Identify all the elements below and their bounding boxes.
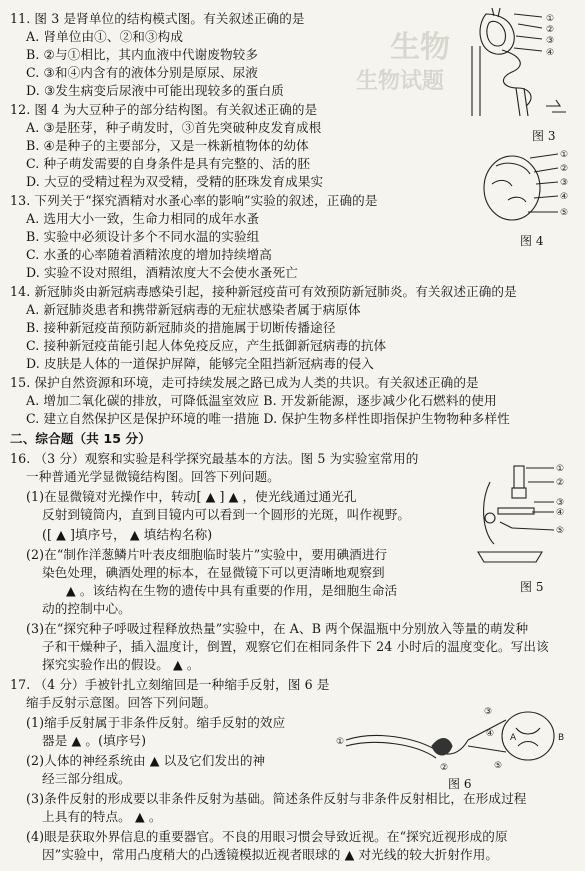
bleed-through-title: 生物 [390, 30, 450, 65]
q16-part2-end: 动的控制中心。 [42, 601, 131, 616]
svg-text:④: ④ [556, 508, 565, 518]
svg-text:B: B [558, 733, 565, 743]
figure-5-caption: 图 5 [520, 580, 544, 594]
q17-part2: (2)人体的神经系统由 ▲ 以及它们发出的神 [26, 753, 266, 768]
q16-part2-blank: ▲ 。该结构在生物的遗传中具有重要的作用，是细胞生命活 [66, 583, 398, 598]
q17-part1-cont: 器是 ▲ 。(填序号) [42, 733, 147, 748]
q15-stem: 15. 保护自然资源和环境，走可持续发展之路已成为人类的共识。有关叙述正确的是 [10, 375, 479, 390]
q17-stem: 17. （4 分）手被针扎立刻缩回是一种缩手反射，图 6 是 [10, 677, 330, 692]
q17-part1: (1)缩手反射属于非条件反射。缩手反射的效应 [26, 715, 286, 730]
svg-text:②: ② [546, 25, 555, 35]
q15-options-ab: A. 增加二氧化碳的排放，可降低温室效应 B. 开发新能源，逐步减少化石燃料的使用 [26, 393, 497, 408]
svg-text:②: ② [560, 164, 569, 174]
q17-part3: (3)条件反射的形成要以非条件反射为基础。简述条件反射与非条件反射相比，在形成过程 [26, 791, 527, 806]
svg-text:②: ② [440, 763, 449, 772]
figure-5-microscope [470, 462, 574, 574]
q14-option-d: D. 皮肤是人体的一道保护屏障，能够完全阻挡新冠病毒的侵入 [26, 356, 374, 371]
svg-text:①: ① [336, 737, 345, 747]
figure-4-seed [478, 148, 574, 226]
svg-text:②: ② [556, 478, 565, 488]
svg-text:⑤: ⑤ [556, 526, 565, 536]
q13-option-d: D. 实验不设对照组，酒精浓度大不会使水蚤死亡 [26, 265, 298, 280]
q16-stem: 16. （3 分）观察和实验是科学探究最基本的方法。图 5 为实验室常用的 [10, 451, 419, 466]
q12-option-b: B. ④是种子的主要部分，又是一株新植物体的幼体 [26, 138, 309, 153]
svg-text:④: ④ [546, 48, 555, 58]
q14-stem: 14. 新冠肺炎由新冠病毒感染引起，接种新冠疫苗可有效预防新冠肺炎。有关叙述正确的是 [10, 284, 517, 299]
figure-4-caption: 图 4 [520, 234, 544, 248]
figure-6-caption: 图 6 [448, 777, 472, 791]
q14-option-a: A. 新冠肺炎患者和携带新冠病毒的无症状感染者属于病原体 [26, 302, 361, 317]
q17-stem-cont: 缩手反射示意图。回答下列问题。 [26, 695, 217, 710]
svg-text:⑤: ⑤ [560, 208, 569, 218]
q16-part3-end: 探究实验作出的假设。 ▲ 。 [42, 657, 200, 672]
q13-stem: 13. 下列关于“探究酒精对水蚤心率的影响”实验的叙述，正确的是 [10, 193, 378, 208]
svg-text:③: ③ [484, 707, 493, 717]
q12-option-d: D. 大豆的受精过程为双受精，受精的胚珠发育成果实 [26, 174, 324, 189]
svg-text:④: ④ [560, 192, 569, 202]
q12-option-c: C. 种子萌发需要的自身条件是具有完整的、活的胚 [26, 156, 311, 171]
q16-part3-cont: 子和干燥种子，插入温度计，倒置，观察它们在相同条件下 24 小时后的温度变化。写出该 [42, 639, 549, 654]
svg-text:③: ③ [560, 178, 569, 188]
q16-part3: (3)在“探究种子呼吸过程释放热量”实验中，在 A、B 两个保温瓶中分别放入等量的萌发种 [26, 621, 529, 636]
q12-stem: 12. 图 4 为大豆种子的部分结构图。有关叙述正确的是 [10, 102, 318, 117]
q16-part2: (2)在“制作洋葱鳞片叶表皮细胞临时装片”实验中，要用碘酒进行 [26, 547, 388, 562]
q16-part1-cont: 反射到镜筒内，直到目镜内可以看到一个圆形的光斑，叫作视野。 [42, 507, 411, 522]
q17-part4: (4)眼是获取外界信息的重要器官。不良的用眼习惯会导致近视。在“探究近视形成的原 [26, 829, 508, 844]
figure-3-nephron [456, 6, 574, 122]
q11-option-a: A. 肾单位由①、②和③构成 [26, 29, 184, 44]
svg-text:④: ④ [486, 729, 495, 739]
q13-option-b: B. 实验中必须设计多个不同水温的实验组 [26, 229, 260, 244]
section-heading: 二、综合题（共 15 分） [10, 431, 151, 446]
q12-option-a: A. ③是胚芽，种子萌发时，③首先突破种皮发育成根 [26, 120, 322, 135]
svg-text:③: ③ [546, 36, 555, 46]
q16-part1-note: ([ ▲ ]填序号， ▲ 填结构名称) [42, 527, 213, 542]
figure-6-reflex-arc [336, 700, 574, 772]
svg-text:①: ① [546, 14, 555, 24]
svg-text:①: ① [560, 150, 569, 160]
q14-option-b: B. 接种新冠疫苗预防新冠肺炎的措施属于切断传播途径 [26, 320, 336, 335]
q13-option-a: A. 选用大小一致，生命力相同的成年水蚤 [26, 211, 260, 226]
q16-part1: (1)在显微镜对光操作中，转动[ ▲ ] ▲ ，使光线通过通光孔 [26, 489, 357, 504]
svg-text:⑤: ⑤ [494, 761, 503, 771]
exam-page [8, 0, 580, 871]
q16-stem-cont: 一种普通光学显微镜结构图。回答下列问题。 [26, 469, 280, 484]
svg-text:A: A [510, 733, 517, 743]
bleed-through-subtitle: 生物试题 [356, 69, 445, 94]
q11-option-d: D. ③发生病变后尿液中可能出现较多的蛋白质 [26, 83, 284, 98]
q11-option-b: B. ②与①相比，其内血液中代谢废物较多 [26, 47, 259, 62]
svg-text:①: ① [556, 464, 565, 474]
q15-options-cd: C. 建立自然保护区是保护环境的唯一措施 D. 保护生物多样性即指保护生物物种多样性 [26, 411, 510, 426]
q16-part2-cont: 染色处理，碘酒处理的标本，在显微镜下可以更清晰地观察到 [42, 565, 385, 580]
q11-stem: 11. 图 3 是肾单位的结构模式图。有关叙述正确的是 [10, 11, 305, 26]
svg-text:③: ③ [556, 498, 565, 508]
q17-part3-cont: 上具有的特点。 ▲ 。 [42, 809, 162, 824]
q11-option-c: C. ③和④内含有的液体分别是原尿、尿液 [26, 65, 258, 80]
q13-option-c: C. 水蚤的心率随着酒精浓度的增加持续增高 [26, 247, 272, 262]
q17-part2-cont: 经三部分组成。 [42, 771, 131, 786]
q17-part4-cont: 因”实验中，常用凸度稍大的凸透镜模拟近视者眼球的 ▲ 对光线的较大折射作用。 [42, 847, 499, 862]
q14-option-c: C. 接种新冠疫苗能引起人体免疫反应，产生抵御新冠病毒的抗体 [26, 338, 387, 353]
figure-3-caption: 图 3 [532, 129, 556, 143]
